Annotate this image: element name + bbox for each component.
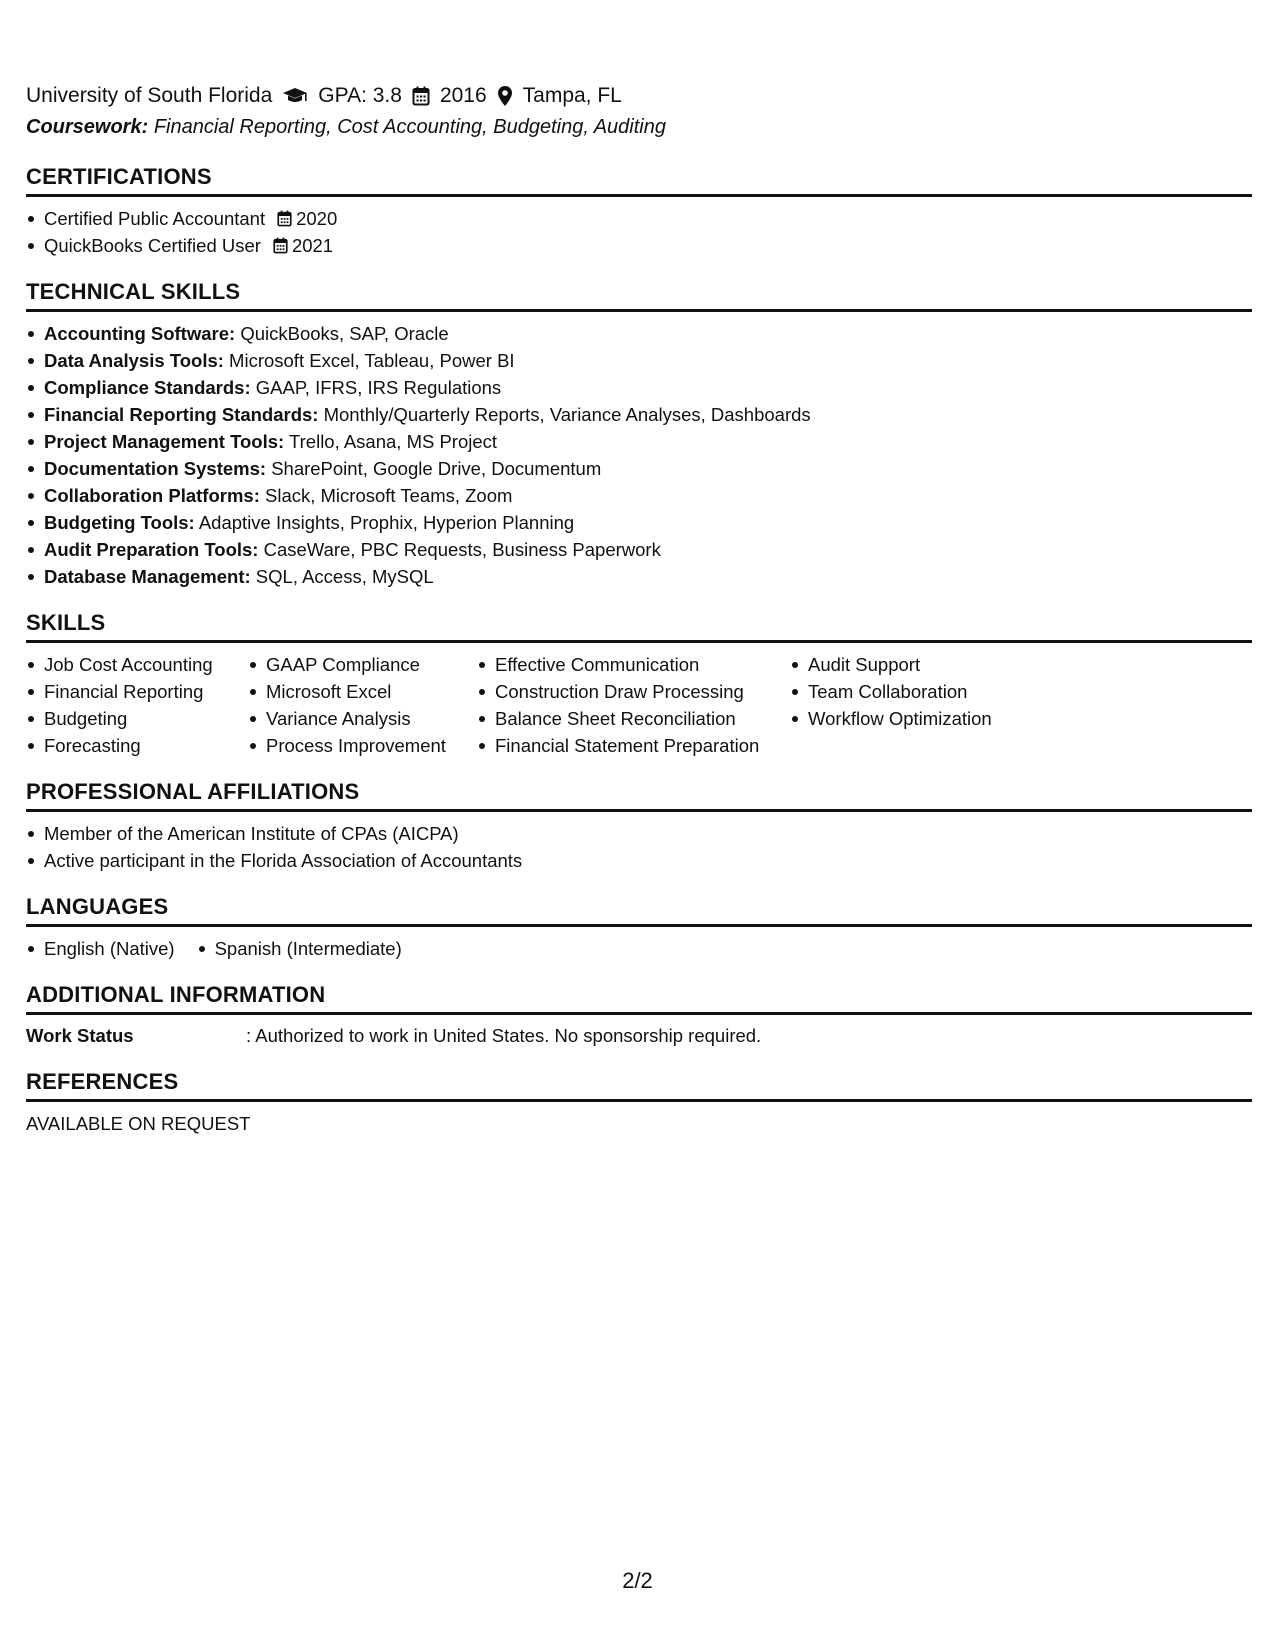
map-pin-icon bbox=[497, 85, 513, 107]
list-item bbox=[26, 563, 1252, 590]
certification-name: QuickBooks Certified User bbox=[44, 235, 261, 256]
section-title-technical-skills: TECHNICAL SKILLS bbox=[26, 279, 1252, 312]
list-item: English (Native) bbox=[26, 935, 175, 962]
list-item: Member of the American Institute of CPAs (AICPA) bbox=[26, 820, 1252, 847]
list-item bbox=[26, 536, 1252, 563]
certifications-section bbox=[26, 164, 1252, 259]
graduation-cap-icon bbox=[282, 86, 308, 106]
skill-category: Data Analysis Tools: bbox=[44, 350, 224, 371]
location: Tampa, FL bbox=[522, 84, 622, 107]
education-line bbox=[26, 80, 1252, 112]
list-item: Financial Reporting bbox=[26, 678, 248, 705]
skills-section bbox=[26, 610, 1252, 759]
work-status-label: Work Status bbox=[26, 1025, 134, 1046]
skill-values: Microsoft Excel, Tableau, Power BI bbox=[229, 350, 515, 371]
list-item: Audit Support bbox=[790, 651, 1050, 678]
list-item bbox=[26, 347, 1252, 374]
skill-category: Audit Preparation Tools: bbox=[44, 539, 259, 560]
additional-info-section bbox=[26, 982, 1252, 1049]
list-item: Budgeting bbox=[26, 705, 248, 732]
list-item: Forecasting bbox=[26, 732, 248, 759]
references-section bbox=[26, 1069, 1252, 1137]
list-item: Financial Statement Preparation bbox=[477, 732, 790, 759]
graduation-year: 2016 bbox=[439, 84, 487, 107]
skill-values: Monthly/Quarterly Reports, Variance Analyses, Dashboards bbox=[323, 404, 811, 425]
calendar-icon bbox=[412, 86, 430, 106]
list-item: Construction Draw Processing bbox=[477, 678, 790, 705]
list-item: Process Improvement bbox=[248, 732, 477, 759]
list-item: Team Collaboration bbox=[790, 678, 1050, 705]
list-item bbox=[26, 428, 1252, 455]
skill-category: Database Management: bbox=[44, 566, 251, 587]
skill-values: SQL, Access, MySQL bbox=[255, 566, 434, 587]
skill-values: Adaptive Insights, Prophix, Hyperion Planning bbox=[198, 512, 575, 533]
coursework bbox=[26, 116, 1252, 144]
list-item bbox=[26, 401, 1252, 428]
technical-skills-list bbox=[26, 320, 1252, 590]
certification-year: 2020 bbox=[296, 208, 338, 229]
skill-values: SharePoint, Google Drive, Documentum bbox=[271, 458, 602, 479]
list-item: Spanish (Intermediate) bbox=[197, 935, 402, 962]
skills-grid bbox=[26, 651, 1252, 759]
list-item bbox=[26, 320, 1252, 347]
work-status-row bbox=[26, 1023, 1252, 1049]
skills-column bbox=[26, 651, 248, 759]
technical-skills-section bbox=[26, 279, 1252, 590]
list-item bbox=[26, 205, 1252, 232]
references-text: AVAILABLE ON REQUEST bbox=[26, 1113, 251, 1134]
list-item: Effective Communication bbox=[477, 651, 790, 678]
skill-values: Slack, Microsoft Teams, Zoom bbox=[265, 485, 513, 506]
section-title-additional-info: ADDITIONAL INFORMATION bbox=[26, 982, 1252, 1015]
school-name: University of South Florida bbox=[26, 84, 273, 107]
skill-values: QuickBooks, SAP, Oracle bbox=[240, 323, 449, 344]
languages-list bbox=[26, 935, 1252, 962]
calendar-icon bbox=[277, 210, 292, 227]
page-number: 2/2 bbox=[622, 1568, 653, 1593]
certification-name: Certified Public Accountant bbox=[44, 208, 266, 229]
section-title-certifications: CERTIFICATIONS bbox=[26, 164, 1252, 197]
skill-category: Documentation Systems: bbox=[44, 458, 267, 479]
coursework-list: Financial Reporting, Cost Accounting, Budgeting, Auditing bbox=[153, 116, 666, 138]
list-item bbox=[26, 232, 1252, 259]
coursework-label: Coursework: bbox=[26, 116, 149, 138]
list-item: Job Cost Accounting bbox=[26, 651, 248, 678]
skill-values: Trello, Asana, MS Project bbox=[289, 431, 498, 452]
skill-category: Budgeting Tools: bbox=[44, 512, 195, 533]
list-item bbox=[26, 374, 1252, 401]
skill-category: Financial Reporting Standards: bbox=[44, 404, 319, 425]
skills-column bbox=[248, 651, 477, 759]
list-item: Balance Sheet Reconciliation bbox=[477, 705, 790, 732]
skill-values: CaseWare, PBC Requests, Business Paperwork bbox=[263, 539, 661, 560]
section-title-references: REFERENCES bbox=[26, 1069, 1252, 1102]
section-title-languages: LANGUAGES bbox=[26, 894, 1252, 927]
skill-category: Collaboration Platforms: bbox=[44, 485, 260, 506]
section-title-affiliations: PROFESSIONAL AFFILIATIONS bbox=[26, 779, 1252, 812]
certification-year: 2021 bbox=[291, 235, 334, 256]
section-title-skills: SKILLS bbox=[26, 610, 1252, 643]
skill-category: Accounting Software: bbox=[44, 323, 236, 344]
skills-column bbox=[790, 651, 1050, 759]
skill-category: Project Management Tools: bbox=[44, 431, 285, 452]
list-item bbox=[26, 509, 1252, 536]
list-item: Workflow Optimization bbox=[790, 705, 1050, 732]
skill-category: Compliance Standards: bbox=[44, 377, 251, 398]
affiliations-section bbox=[26, 779, 1252, 874]
list-item bbox=[26, 455, 1252, 482]
languages-bullets bbox=[26, 935, 424, 962]
skills-column bbox=[477, 651, 790, 759]
list-item: Variance Analysis bbox=[248, 705, 477, 732]
work-status-value: : Authorized to work in United States. No sponsorship required. bbox=[246, 1025, 762, 1046]
list-item: Active participant in the Florida Association of Accountants bbox=[26, 847, 1252, 874]
calendar-icon bbox=[273, 237, 288, 254]
skill-values: GAAP, IFRS, IRS Regulations bbox=[255, 377, 502, 398]
resume-page bbox=[26, 80, 1252, 1137]
list-item: GAAP Compliance bbox=[248, 651, 477, 678]
certifications-list bbox=[26, 205, 1252, 259]
list-item: Microsoft Excel bbox=[248, 678, 477, 705]
affiliations-list bbox=[26, 820, 1252, 874]
list-item bbox=[26, 482, 1252, 509]
gpa: GPA: 3.8 bbox=[318, 84, 402, 107]
languages-section bbox=[26, 894, 1252, 962]
